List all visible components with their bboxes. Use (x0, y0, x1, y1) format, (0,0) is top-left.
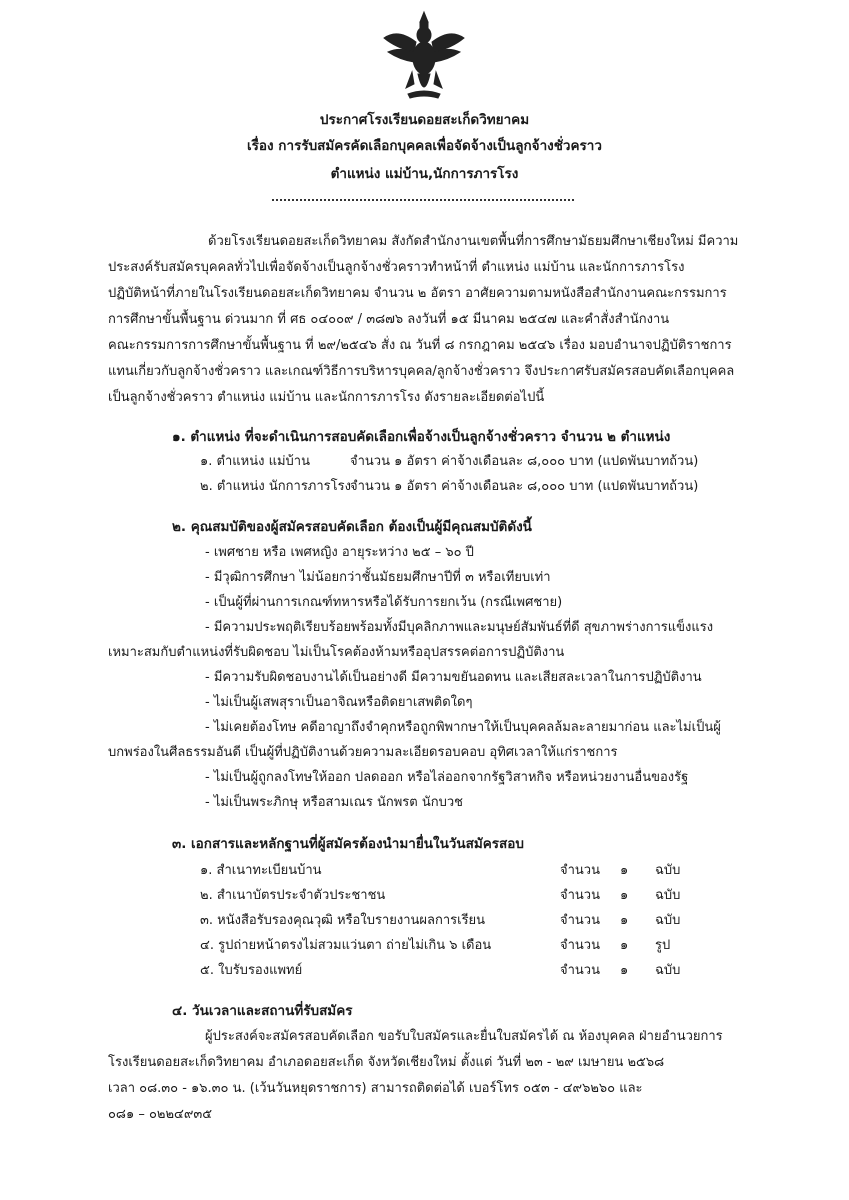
document-count: ๑ (620, 913, 629, 928)
document-unit: รูป (655, 938, 671, 953)
section-4-title: ๔. วันเวลาและสถานที่รับสมัคร (172, 1003, 353, 1019)
dotted-divider (272, 199, 574, 201)
position-detail: จำนวน ๑ อัตรา ค่าจ้างเดือนละ ๘,๐๐๐ บาท (แปดพันบาทถ้วน) (350, 454, 699, 469)
qualification-item: - เพศชาย หรือ เพศหญิง อายุระหว่าง ๒๕ – ๖๐ ปี (205, 545, 474, 560)
application-info-line: เวลา ๐๘.๓๐ - ๑๖.๓๐ น. (เว้นวันหยุดราชการ) สามารถติดต่อได้ เบอร์โทร ๐๕๓ - ๔๙๖๒๖๐ และ (108, 1081, 643, 1096)
document-item: ๒. สำเนาบัตรประจำตัวประชาชน (200, 888, 386, 903)
intro-line: แทนเกี่ยวกับลูกจ้างชั่วคราว และเกณฑ์วิธีการบริหารบุคคล/ลูกจ้างชั่วคราว จึงประกาศรับสมัครสอบคัดเลือกบุคคล (108, 364, 735, 379)
position-name: ๑. ตำแหน่ง แม่บ้าน (200, 454, 310, 469)
document-count: ๑ (620, 863, 629, 878)
qualification-item: - ไม่เป็นผู้เสพสุราเป็นอาจิณหรือติดยาเสพติดใดๆ (205, 695, 473, 710)
document-count: ๑ (620, 963, 629, 978)
document-qty-label: จำนวน (560, 888, 600, 903)
announcement-position: ตำแหน่ง แม่บ้าน,นักการภารโรง (330, 166, 519, 182)
application-info-line: ๐๘๑ – ๐๒๒๔๙๓๕ (108, 1107, 213, 1122)
document-count: ๑ (620, 888, 629, 903)
section-3-title: ๓. เอกสารและหลักฐานที่ผู้สมัครต้องนำมายื่นในวันสมัครสอบ (172, 836, 524, 852)
application-info-line: โรงเรียนดอยสะเก็ดวิทยาคม อำเภอดอยสะเก็ด จังหวัดเชียงใหม่ ตั้งแต่ วันที่ ๒๓ - ๒๙ เมษายน ๒๕๖๘ (108, 1055, 665, 1070)
document-unit: ฉบับ (655, 863, 681, 878)
document-unit: ฉบับ (655, 963, 681, 978)
qualification-item: - เป็นผู้ที่ผ่านการเกณฑ์ทหารหรือได้รับการยกเว้น (กรณีเพศชาย) (205, 595, 563, 610)
document-qty-label: จำนวน (560, 913, 600, 928)
document-item: ๔. รูปถ่ายหน้าตรงไม่สวมแว่นตา ถ่ายไม่เกิน ๖ เดือน (200, 938, 492, 953)
document-item: ๓. หนังสือรับรองคุณวุฒิ หรือใบรายงานผลการเรียน (200, 913, 486, 928)
announcement-subject: เรื่อง การรับสมัครคัดเลือกบุคคลเพื่อจัดจ้างเป็นลูกจ้างชั่วคราว (247, 138, 602, 154)
qualification-item: - ไม่เคยต้องโทษ คดีอาญาถึงจำคุกหรือถูกพิพากษาให้เป็นบุคคลล้มละลายมาก่อน และไม่เป็นผู้ (205, 720, 721, 735)
application-info-line: ผู้ประสงค์จะสมัครสอบคัดเลือก ขอรับใบสมัครและยื่นใบสมัครได้ ณ ห้องบุคคล ฝ่ายอำนวยการ (205, 1029, 723, 1044)
document-item: ๑. สำเนาทะเบียนบ้าน (200, 863, 322, 878)
intro-line: ด้วยโรงเรียนดอยสะเก็ดวิทยาคม สังกัดสำนักงานเขตพื้นที่การศึกษามัธยมศึกษาเชียงใหม่ มีความ (208, 234, 739, 249)
document-qty-label: จำนวน (560, 863, 600, 878)
intro-line: การศึกษาขั้นพื้นฐาน ด่วนมาก ที่ ศธ ๐๔๐๐๙ / ๓๘๗๖ ลงวันที่ ๑๕ มีนาคม ๒๕๔๗ และคำสั่งสำนักงาน (108, 312, 670, 327)
qualification-item-cont: บกพร่องในศีลธรรมอันดี เป็นผู้ที่ปฏิบัติงานด้วยความละเอียดรอบคอบ อุทิศเวลาให้แก่ราชการ (108, 745, 618, 760)
section-1-title: ๑. ตำแหน่ง ที่จะดำเนินการสอบคัดเลือกเพื่อจ้างเป็นลูกจ้างชั่วคราว จำนวน ๒ ตำแหน่ง (172, 429, 671, 445)
announcement-title: ประกาศโรงเรียนดอยสะเก็ดวิทยาคม (319, 112, 530, 128)
position-detail: จำนวน ๑ อัตรา ค่าจ้างเดือนละ ๘,๐๐๐ บาท (แปดพันบาทถ้วน) (350, 479, 699, 494)
section-2-title: ๒. คุณสมบัติของผู้สมัครสอบคัดเลือก ต้องเป็นผู้มีคุณสมบัติดังนี้ (172, 519, 532, 535)
qualification-item: - ไม่เป็นผู้ถูกลงโทษให้ออก ปลดออก หรือไล่ออกจากรัฐวิสาหกิจ หรือหน่วยงานอื่นของรัฐ (205, 770, 689, 785)
intro-line: ปฏิบัติหน้าที่ภายในโรงเรียนดอยสะเก็ดวิทยาคม จำนวน ๒ อัตรา อาศัยความตามหนังสือสำนักงานคณะกรรมการ (108, 286, 727, 301)
garuda-emblem-icon (378, 8, 470, 102)
document-count: ๑ (620, 938, 629, 953)
qualification-item: - มีวุฒิการศึกษา ไม่น้อยกว่าชั้นมัธยมศึกษาปีที่ ๓ หรือเทียบเท่า (205, 570, 551, 585)
intro-line: เป็นลูกจ้างชั่วคราว ตำแหน่ง แม่บ้าน และนักการภารโรง ดังรายละเอียดต่อไปนี้ (108, 390, 545, 405)
position-name: ๒. ตำแหน่ง นักการภารโรง (200, 479, 351, 494)
qualification-item: - ไม่เป็นพระภิกษุ หรือสามเณร นักพรต นักบวช (205, 795, 463, 810)
intro-line: คณะกรรมการการศึกษาขั้นพื้นฐาน ที่ ๒๙/๒๕๔๖ สั่ง ณ วันที่ ๘ กรกฎาคม ๒๕๔๖ เรื่อง มอบอำนาจปฏิบัติราชการ (108, 338, 732, 353)
document-unit: ฉบับ (655, 913, 681, 928)
document-qty-label: จำนวน (560, 938, 600, 953)
qualification-item-cont: เหมาะสมกับตำแหน่งที่รับผิดชอบ ไม่เป็นโรคต้องห้ามหรืออุปสรรคต่อการปฏิบัติงาน (108, 645, 565, 660)
intro-line: ประสงค์รับสมัครบุคคลทั่วไปเพื่อจัดจ้างเป็นลูกจ้างชั่วคราวทำหน้าที่ ตำแหน่ง แม่บ้าน และนักการภารโรง (108, 260, 685, 275)
document-qty-label: จำนวน (560, 963, 600, 978)
qualification-item: - มีความรับผิดชอบงานได้เป็นอย่างดี มีความขยันอดทน และเสียสละเวลาในการปฏิบัติงาน (205, 670, 702, 685)
qualification-item: - มีความประพฤติเรียบร้อยพร้อมทั้งมีบุคลิกภาพและมนุษย์สัมพันธ์ที่ดี สุขภาพร่างการแข็งแรง (205, 620, 714, 635)
document-unit: ฉบับ (655, 888, 681, 903)
document-item: ๕. ใบรับรองแพทย์ (200, 963, 303, 978)
